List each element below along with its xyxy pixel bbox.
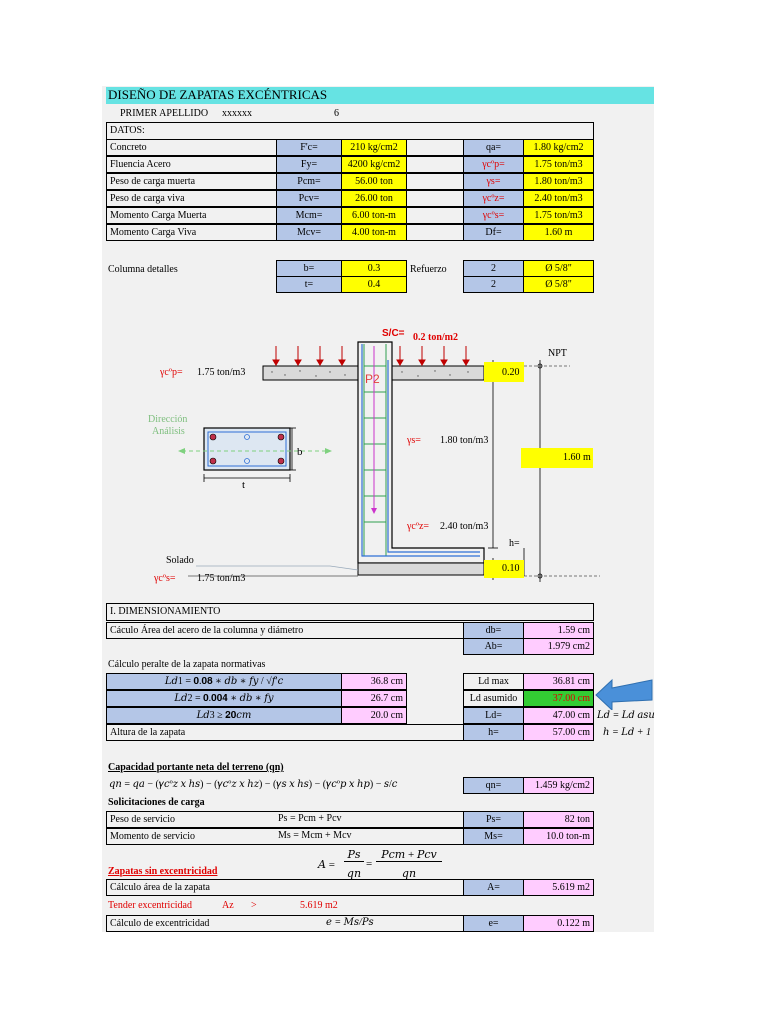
datos-header: DATOS: [106, 122, 594, 140]
gcz-label: γcºz= [407, 521, 430, 532]
refuerzo-1-bar[interactable]: Ø 5/8" [523, 260, 594, 277]
npt-label: NPT [548, 348, 567, 359]
datos-row-label: Momento Carga Viva [106, 224, 277, 241]
exc-label: Cálculo de excentricidad [106, 915, 464, 932]
ldmax-value: 36.81 cm [523, 673, 594, 690]
p2-label: P2 [365, 372, 380, 386]
datos-row-value-2[interactable]: 1.75 ton/m3 [523, 207, 594, 224]
datos-row-symbol: Pcv= [276, 190, 342, 207]
ms-value: 10.0 ton-m [523, 828, 594, 845]
datos-row-value-2[interactable]: 1.75 ton/m3 [523, 156, 594, 173]
datos-row-label: Fluencia Acero [106, 156, 277, 173]
datos-row-symbol-2: γcºp= [463, 156, 524, 173]
acero-label: Cáculo Área del acero de la columna y diámetro [106, 622, 464, 639]
refuerzo-2-number: 2 [463, 276, 524, 293]
ab-symbol: Ab= [463, 638, 524, 655]
dim-top-value: 0.20 [502, 367, 520, 378]
section-t-label: t [242, 479, 246, 491]
callout-arrow-icon [594, 676, 654, 710]
datos-row-value-2[interactable]: 1.80 kg/cm2 [523, 139, 594, 156]
solado-label: Solado [166, 555, 194, 566]
a-symbol: A= [463, 879, 524, 896]
datos-row-value[interactable]: 26.00 ton [341, 190, 407, 207]
area-formula-a: 𝐴 = [318, 859, 335, 871]
exc-formula: 𝑒 = 𝑀𝑠/𝑃𝑠 [326, 917, 374, 928]
ld1-value: 36.8 cm [341, 673, 407, 690]
columna-b-value[interactable]: 0.3 [341, 260, 407, 277]
gcz-value: 2.40 ton/m3 [440, 521, 489, 532]
datos-row-symbol-2: γcºz= [463, 190, 524, 207]
apellido-label: PRIMER APELLIDO [120, 108, 209, 119]
datos-row-symbol: Mcv= [276, 224, 342, 241]
area-frac2-num: 𝑃𝑐𝑚 + 𝑃𝑐𝑣 [376, 848, 442, 862]
ld3-value: 20.0 cm [341, 707, 407, 724]
ld2-value: 26.7 cm [341, 690, 407, 707]
tender-gt: > [251, 900, 257, 911]
columna-t-symbol: t= [276, 276, 342, 293]
qn-symbol: qn= [463, 777, 524, 794]
datos-row-value[interactable]: 56.00 ton [341, 173, 407, 190]
apellido-number: 6 [334, 108, 339, 119]
ms-symbol: Ms= [463, 828, 524, 845]
e-symbol: e= [463, 915, 524, 932]
floor-slab-left [263, 366, 358, 380]
datos-row-value[interactable]: 4200 kg/cm2 [341, 156, 407, 173]
ab-value: 1.979 cm2 [523, 638, 594, 655]
ps-label: Peso de servicio [106, 811, 464, 828]
area-frac1-num: 𝑃𝑠 [344, 848, 364, 862]
db-value: 1.59 cm [523, 622, 594, 639]
datos-row-value[interactable]: 4.00 ton-m [341, 224, 407, 241]
ps-symbol: Ps= [463, 811, 524, 828]
gcp-value: 1.75 ton/m3 [197, 367, 246, 378]
page-title: DISEÑO DE ZAPATAS EXCÉNTRICAS [106, 87, 654, 104]
a-value: 5.619 m2 [523, 879, 594, 896]
e-value: 0.122 m [523, 915, 594, 932]
direccion-label: Dirección [148, 414, 188, 425]
gcs-value: 1.75 ton/m3 [197, 573, 246, 584]
area-formula: 𝐴 = 𝑃𝑠 𝑞𝑛 = 𝑃𝑐𝑚 + 𝑃𝑐𝑣 𝑞𝑛 [318, 848, 458, 882]
solado-slab [358, 563, 484, 575]
refuerzo-2-bar[interactable]: Ø 5/8" [523, 276, 594, 293]
ld-symbol: Ld= [463, 707, 524, 724]
area-label: Cálculo área de la zapata [106, 879, 464, 896]
capacidad-formula: 𝑞𝑛 = 𝑞𝑎 − (𝛾𝑐º𝑧 𝑥 ℎ𝑠) − (𝛾𝑐º𝑧 𝑥 ℎ𝑧) − (𝛾𝑠 𝑥 ℎ𝑠) − (𝛾𝑐º𝑝 𝑥 ℎ𝑝) − 𝑠/𝑐 [109, 779, 398, 790]
h-value: 57.00 cm [523, 724, 594, 741]
columna-label: Columna detalles [108, 264, 178, 275]
gs-value: 1.80 ton/m3 [440, 435, 489, 446]
datos-row-label: Peso de carga viva [106, 190, 277, 207]
tender-value: 5.619 m2 [300, 900, 338, 911]
datos-row-value[interactable]: 6.00 ton-m [341, 207, 407, 224]
solicitaciones-label: Solicitaciones de carga [108, 797, 205, 808]
gcp-label: γcºp= [160, 367, 183, 378]
section-b-label: b [297, 446, 303, 458]
area-frac2-den: 𝑞𝑛 [401, 868, 417, 880]
qn-value: 1.459 kg/cm2 [523, 777, 594, 794]
datos-row-label: Peso de carga muerta [106, 173, 277, 190]
datos-row-symbol: F'c= [276, 139, 342, 156]
datos-row-symbol-2: γcºs= [463, 207, 524, 224]
ldmax-symbol: Ld max [463, 673, 524, 690]
columna-b-symbol: b= [276, 260, 342, 277]
ld-value: 47.00 cm [523, 707, 594, 724]
ld2-formula: 𝐿𝑑2 = 𝟎.𝟎𝟎𝟒 ∗ 𝑑𝑏 ∗ 𝑓𝑦 [106, 690, 342, 707]
ldas-symbol: Ld asumido [463, 690, 524, 707]
altura-label: Altura de la zapata [106, 724, 464, 741]
analisis-label: Análisis [152, 426, 185, 437]
datos-row-symbol-2: Df= [463, 224, 524, 241]
datos-row-symbol-2: γs= [463, 173, 524, 190]
area-frac1-den: 𝑞𝑛 [346, 868, 362, 880]
h-label: h= [509, 538, 520, 549]
datos-row-symbol: Fy= [276, 156, 342, 173]
ms-formula: Ms = Mcm + Mcv [278, 830, 352, 841]
sc-label: S/C= [382, 328, 405, 339]
ldas-value[interactable]: 37.00 cm [523, 690, 594, 707]
capacidad-label: Capacidad portante neta del terreno (qn) [108, 762, 284, 773]
datos-row-value-2[interactable]: 2.40 ton/m3 [523, 190, 594, 207]
refuerzo-1-number: 2 [463, 260, 524, 277]
ps-formula: Ps = Pcm + Pcv [278, 813, 342, 824]
refuerzo-label: Refuerzo [410, 264, 447, 275]
datos-row-value-2[interactable]: 1.60 m [523, 224, 594, 241]
datos-row-label: Concreto [106, 139, 277, 156]
datos-row-value-2[interactable]: 1.80 ton/m3 [523, 173, 594, 190]
ps-value: 82 ton [523, 811, 594, 828]
peralte-label: Cálculo peralte de la zapata normativas [108, 659, 266, 670]
tender-label: Tender excentricidad [108, 900, 192, 911]
df-value: 1.60 m [563, 452, 591, 463]
columna-t-value[interactable]: 0.4 [341, 276, 407, 293]
gcs-label: γcºs= [154, 573, 176, 584]
sc-value: 0.2 ton/m2 [413, 332, 458, 343]
ld-note: 𝐿𝑑 = 𝐿𝑑 𝑎𝑠𝑢 [597, 710, 655, 721]
ms-label: Momento de servicio [106, 828, 464, 845]
h-note: ℎ = 𝐿𝑑 + 1 [603, 727, 651, 738]
gs-label: γs= [407, 435, 421, 446]
datos-row-symbol-2: qa= [463, 139, 524, 156]
dim-bot-value: 0.10 [502, 563, 520, 574]
datos-row-symbol: Mcm= [276, 207, 342, 224]
apellido-value[interactable]: xxxxxx [222, 108, 252, 119]
datos-row-value[interactable]: 210 kg/cm2 [341, 139, 407, 156]
db-symbol: db= [463, 622, 524, 639]
tender-az: Az [222, 900, 234, 911]
dim-header: I. DIMENSIONAMIENTO [106, 603, 594, 621]
ld1-formula: 𝐿𝑑1 = 𝟎.𝟎𝟖 ∗ 𝑑𝑏 ∗ 𝑓𝑦 / √𝑓′𝑐 [106, 673, 342, 690]
datos-row-symbol: Pcm= [276, 173, 342, 190]
datos-row-label: Momento Carga Muerta [106, 207, 277, 224]
h-symbol: h= [463, 724, 524, 741]
zapatas-label: Zapatas sin excentricidad [108, 866, 218, 877]
floor-slab-right [392, 366, 484, 380]
ld3-formula: 𝐿𝑑3 ≥ 𝟐𝟎𝑐𝑚 [106, 707, 342, 724]
